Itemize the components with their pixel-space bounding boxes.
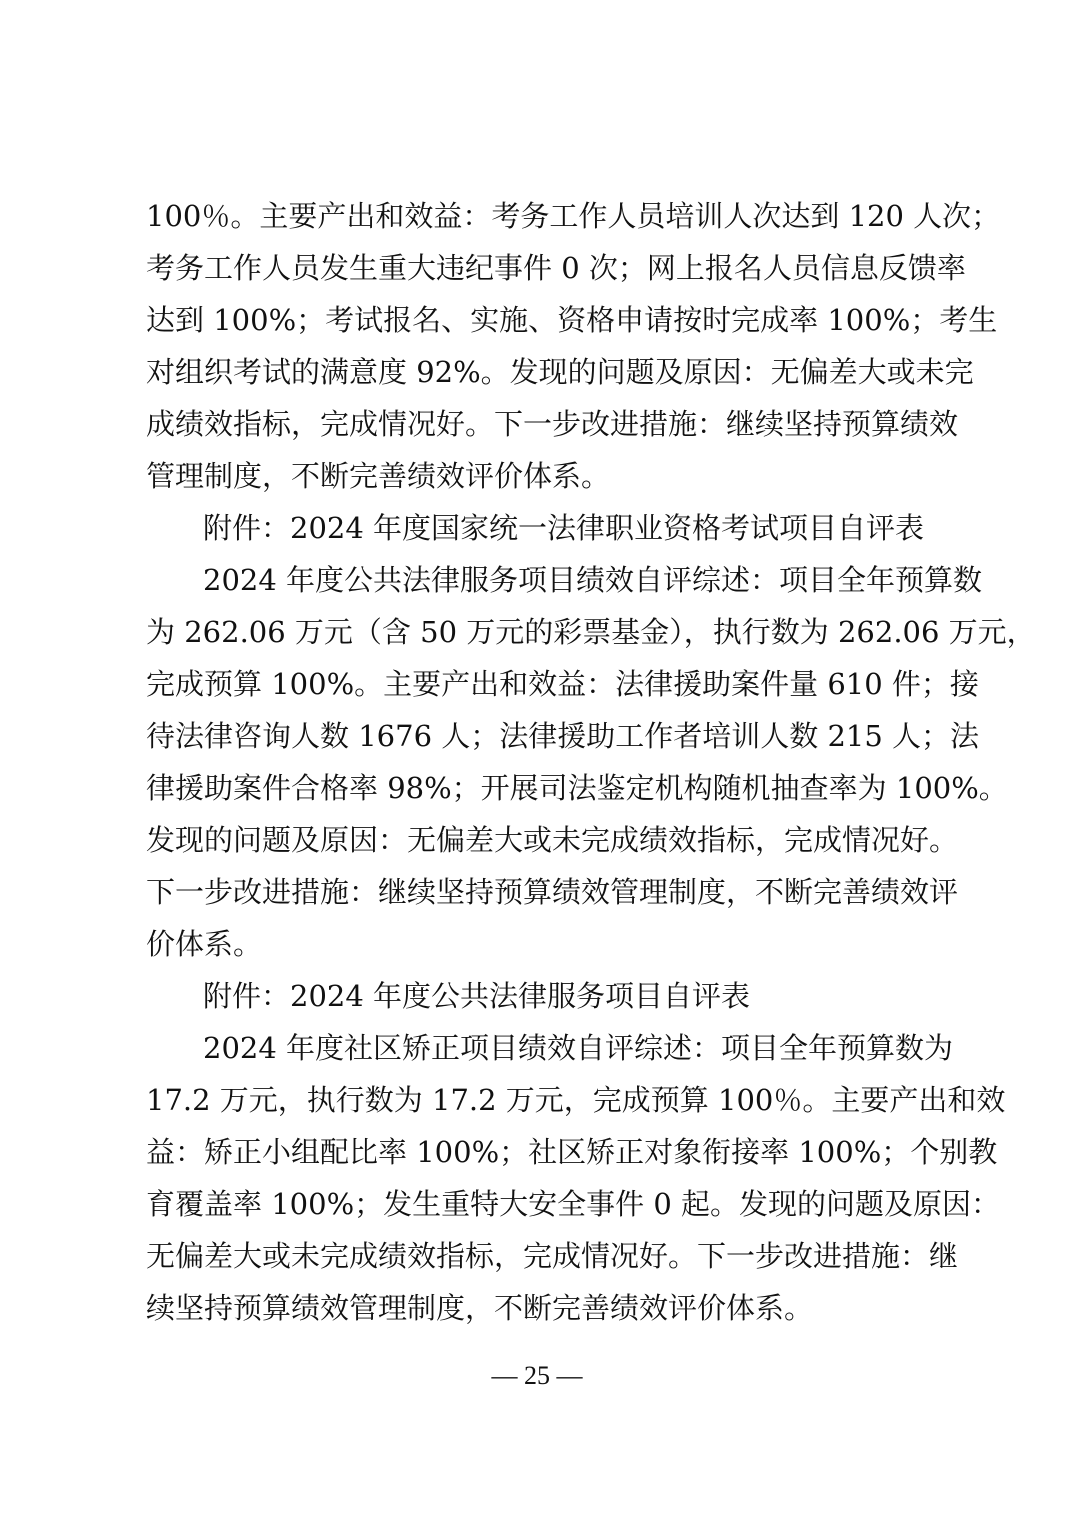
text-line: 价体系。 bbox=[146, 927, 263, 961]
text-line: 待法律咨询人数 1676 人；法律援助工作者培训人数 215 人；法 bbox=[146, 719, 980, 753]
text-line: 17.2 万元，执行数为 17.2 万元，完成预算 100％。主要产出和效 bbox=[146, 1083, 1006, 1117]
text-line: 续坚持预算绩效管理制度，不断完善绩效评价体系。 bbox=[146, 1291, 814, 1325]
text-line: 对组织考试的满意度 92%。发现的问题及原因：无偏差大或未完 bbox=[146, 355, 974, 389]
text-line: 育覆盖率 100%；发生重特大安全事件 0 起。发现的问题及原因： bbox=[146, 1187, 1001, 1221]
text-line: 律援助案件合格率 98%；开展司法鉴定机构随机抽查率为 100%。 bbox=[146, 771, 1008, 805]
text-line: 管理制度，不断完善绩效评价体系。 bbox=[146, 459, 611, 493]
attachment-line-public-legal-service: 附件：2024 年度公共法律服务项目自评表 bbox=[203, 979, 751, 1013]
text-line: 为 262.06 万元（含 50 万元的彩票基金），执行数为 262.06 万元， bbox=[146, 615, 1036, 649]
text-line: 下一步改进措施：继续坚持预算绩效管理制度，不断完善绩效评 bbox=[146, 875, 959, 909]
text-line: 考务工作人员发生重大违纪事件 0 次；网上报名人员信息反馈率 bbox=[146, 251, 966, 285]
text-line: 达到 100%；考试报名、实施、资格申请按时完成率 100%；考生 bbox=[146, 303, 998, 337]
attachment-line-exam: 附件：2024 年度国家统一法律职业资格考试项目自评表 bbox=[203, 511, 925, 545]
text-line: 2024 年度公共法律服务项目绩效自评综述：项目全年预算数 bbox=[203, 563, 983, 597]
text-line: 发现的问题及原因：无偏差大或未完成绩效指标，完成情况好。 bbox=[146, 823, 959, 857]
text-line: 2024 年度社区矫正项目绩效自评综述：项目全年预算数为 bbox=[203, 1031, 954, 1065]
text-line: 益：矫正小组配比率 100%；社区矫正对象衔接率 100%；个别教 bbox=[146, 1135, 998, 1169]
text-line: 完成预算 100%。主要产出和效益：法律援助案件量 610 件；接 bbox=[146, 667, 979, 701]
text-line: 无偏差大或未完成绩效指标，完成情况好。下一步改进措施：继 bbox=[146, 1239, 959, 1273]
text-line: 成绩效指标，完成情况好。下一步改进措施：继续坚持预算绩效 bbox=[146, 407, 959, 441]
text-line: 100％。主要产出和效益：考务工作人员培训人次达到 120 人次； bbox=[146, 199, 1001, 233]
page-number: — 25 — bbox=[491, 1361, 583, 1390]
